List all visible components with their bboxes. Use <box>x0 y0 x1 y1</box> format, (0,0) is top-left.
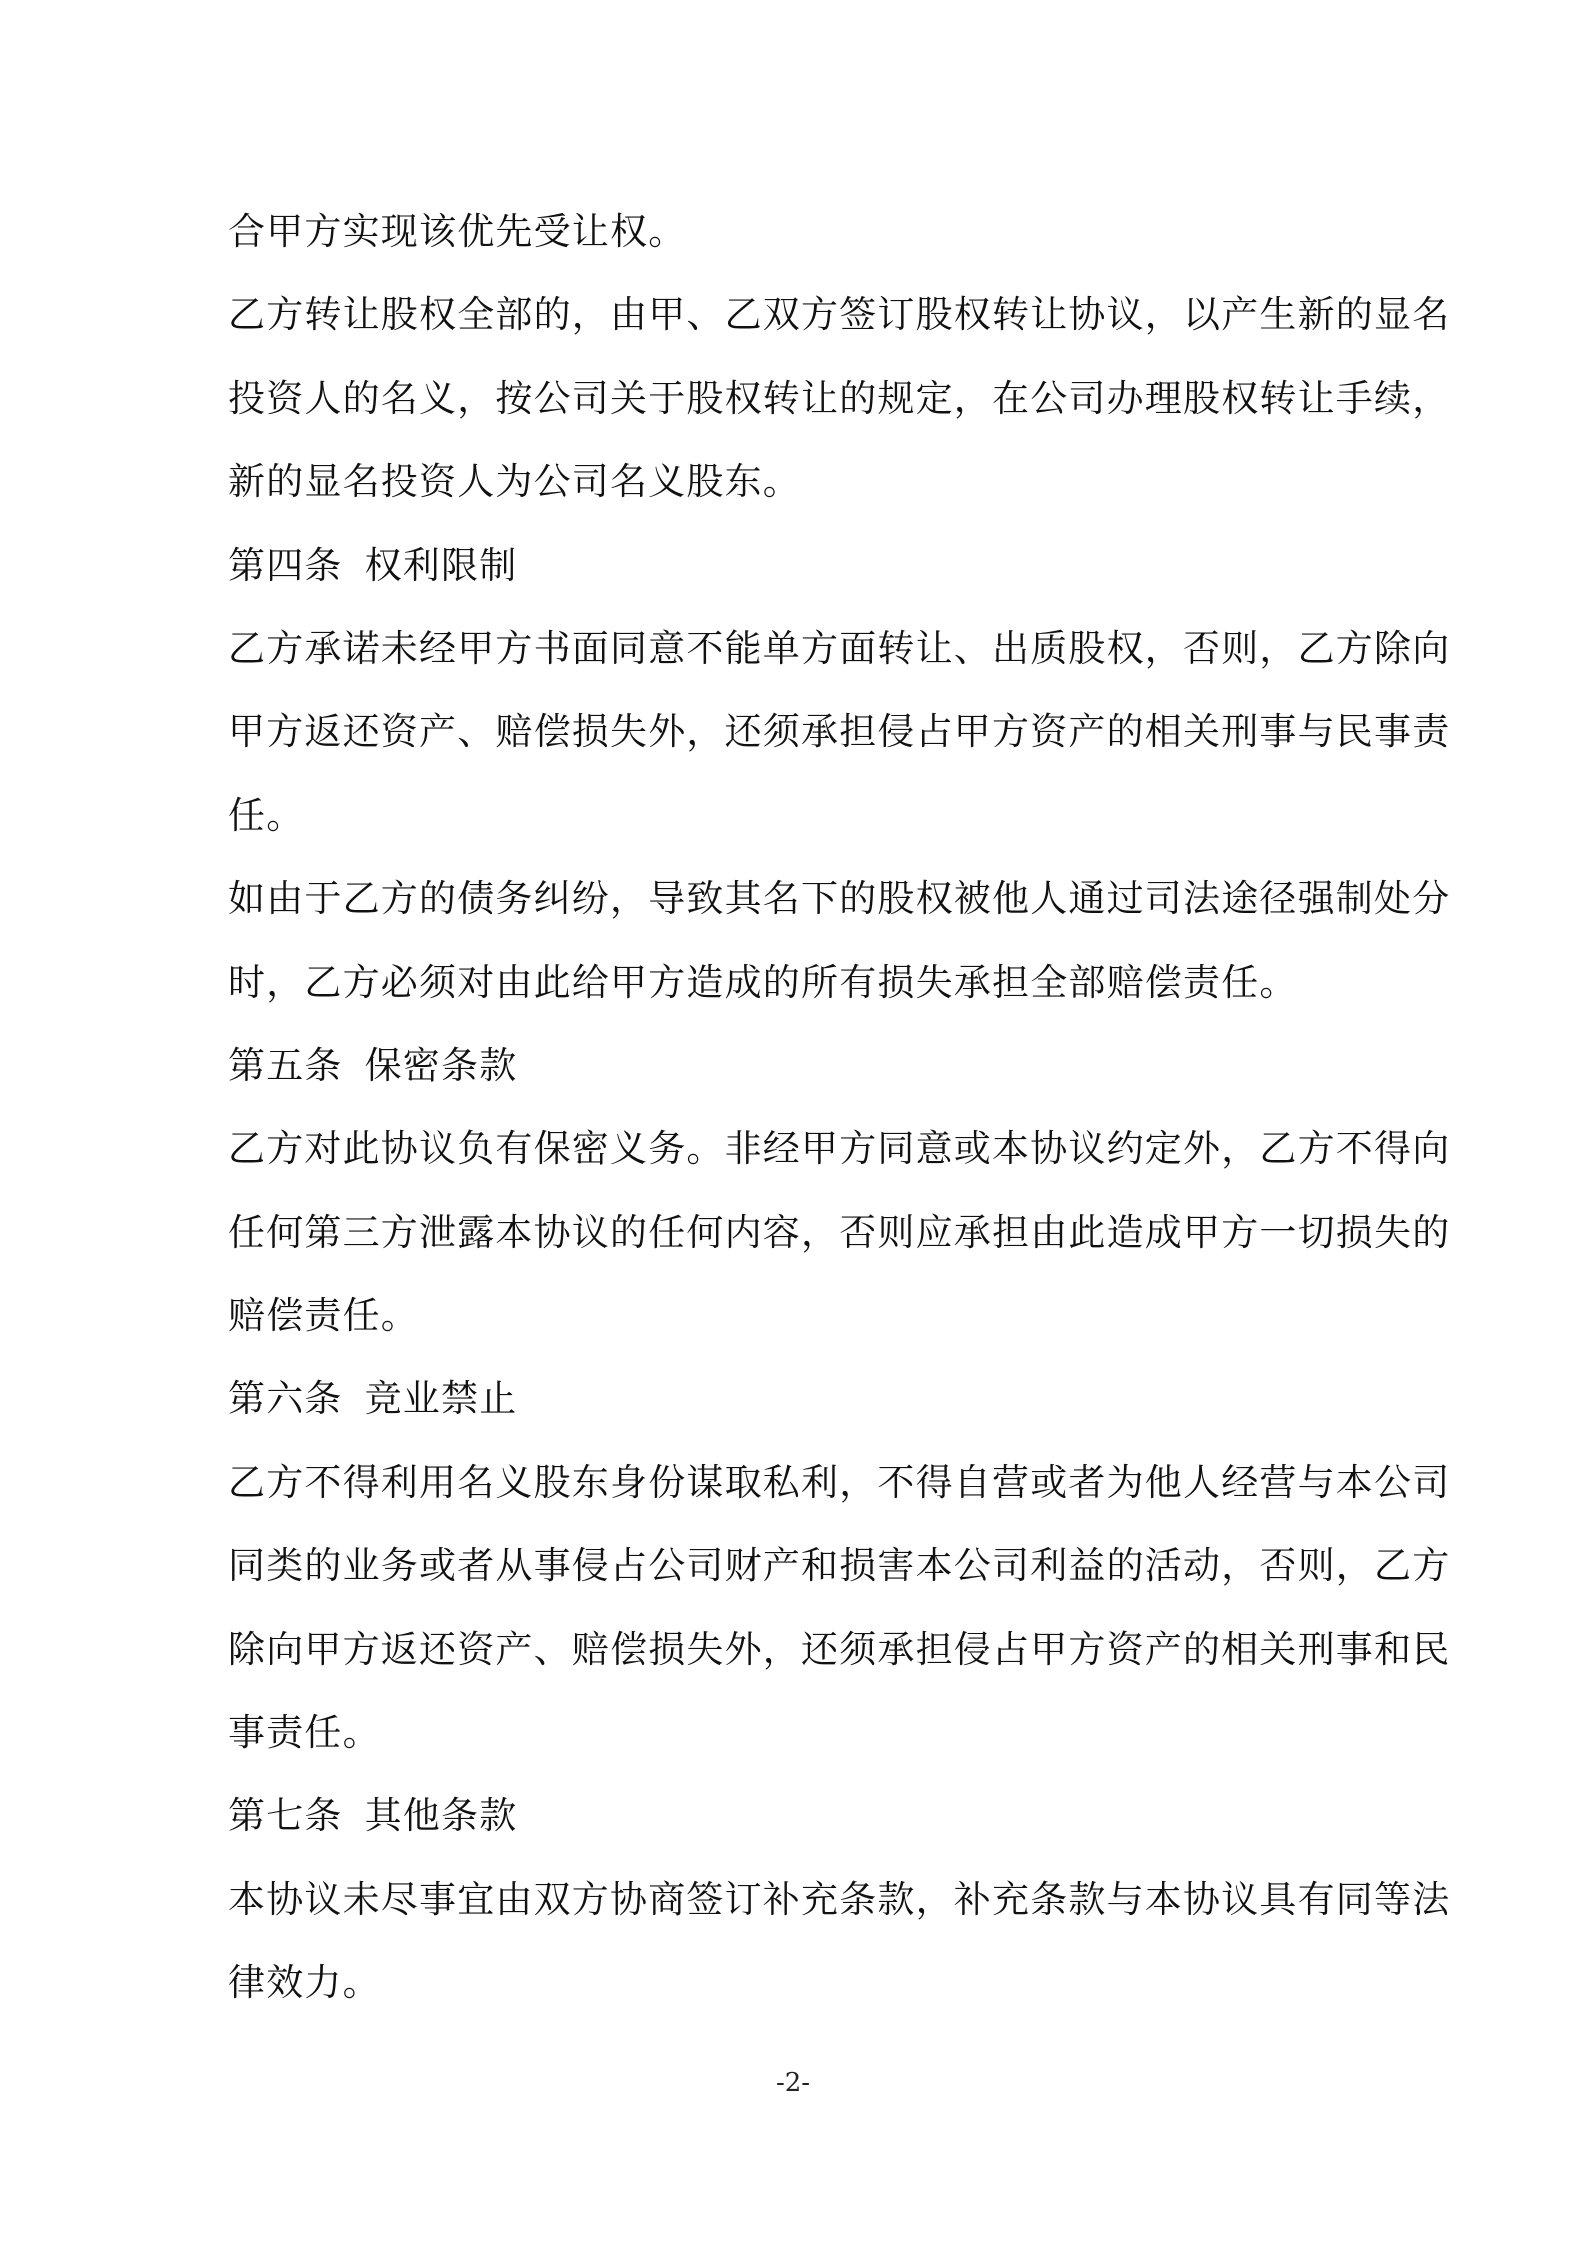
section-number: 第六条 <box>228 1377 343 1421</box>
section-title: 权利限制 <box>364 543 518 587</box>
section-number: 第四条 <box>228 543 343 587</box>
section-number: 第七条 <box>228 1794 343 1838</box>
body-line: 本协议未尽事宜由双方协商签订补充条款，补充条款与本协议具有同等法 <box>228 1877 1451 1921</box>
page-number: -2- <box>775 2068 811 2098</box>
body-line: 如由于乙方的债务纠纷，导致其名下的股权被他人通过司法途径强制处分 <box>228 877 1451 921</box>
body-line: 合甲方实现该优先受让权。 <box>228 210 687 253</box>
body-line: 同类的业务或者从事侵占公司财产和损害本公司利益的活动，否则，乙方 <box>228 1544 1451 1588</box>
body-line: 乙方承诺未经甲方书面同意不能单方面转让、出质股权，否则，乙方除向 <box>228 626 1451 670</box>
body-line: 乙方不得利用名义股东身份谋取私利，不得自营或者为他人经营与本公司 <box>228 1460 1451 1504</box>
body-line: 乙方转让股权全部的，由甲、乙双方签订股权转让协议，以产生新的显名 <box>228 293 1451 337</box>
body-line: 乙方对此协议负有保密义务。非经甲方同意或本协议约定外，乙方不得向 <box>228 1127 1451 1171</box>
section-heading <box>228 1774 1438 1857</box>
body-line: 律效力。 <box>228 1961 381 2005</box>
body-line: 除向甲方返还资产、赔偿损失外，还须承担侵占甲方资产的相关刑事和民 <box>228 1627 1451 1671</box>
document-body <box>228 190 1451 2025</box>
body-line: 甲方返还资产、赔偿损失外，还须承担侵占甲方资产的相关刑事与民事责 <box>228 710 1451 754</box>
body-line: 任。 <box>228 793 305 837</box>
body-line: 投资人的名义，按公司关于股权转让的规定，在公司办理股权转让手续， <box>228 376 1451 420</box>
section-number: 第五条 <box>228 1043 343 1087</box>
body-line: 任何第三方泄露本协议的任何内容，否则应承担由此造成甲方一切损失的 <box>228 1210 1451 1254</box>
body-line: 事责任。 <box>228 1711 381 1755</box>
body-line: 时，乙方必须对由此给甲方造成的所有损失承担全部赔偿责任。 <box>228 960 1298 1004</box>
section-heading <box>228 524 1438 607</box>
body-line: 赔偿责任。 <box>228 1294 419 1338</box>
section-heading <box>228 1024 1438 1107</box>
section-heading <box>228 1357 1438 1440</box>
section-title: 保密条款 <box>364 1043 518 1087</box>
section-title: 其他条款 <box>364 1794 518 1838</box>
section-title: 竞业禁止 <box>364 1377 518 1421</box>
body-line: 新的显名投资人为公司名义股东。 <box>228 460 801 504</box>
